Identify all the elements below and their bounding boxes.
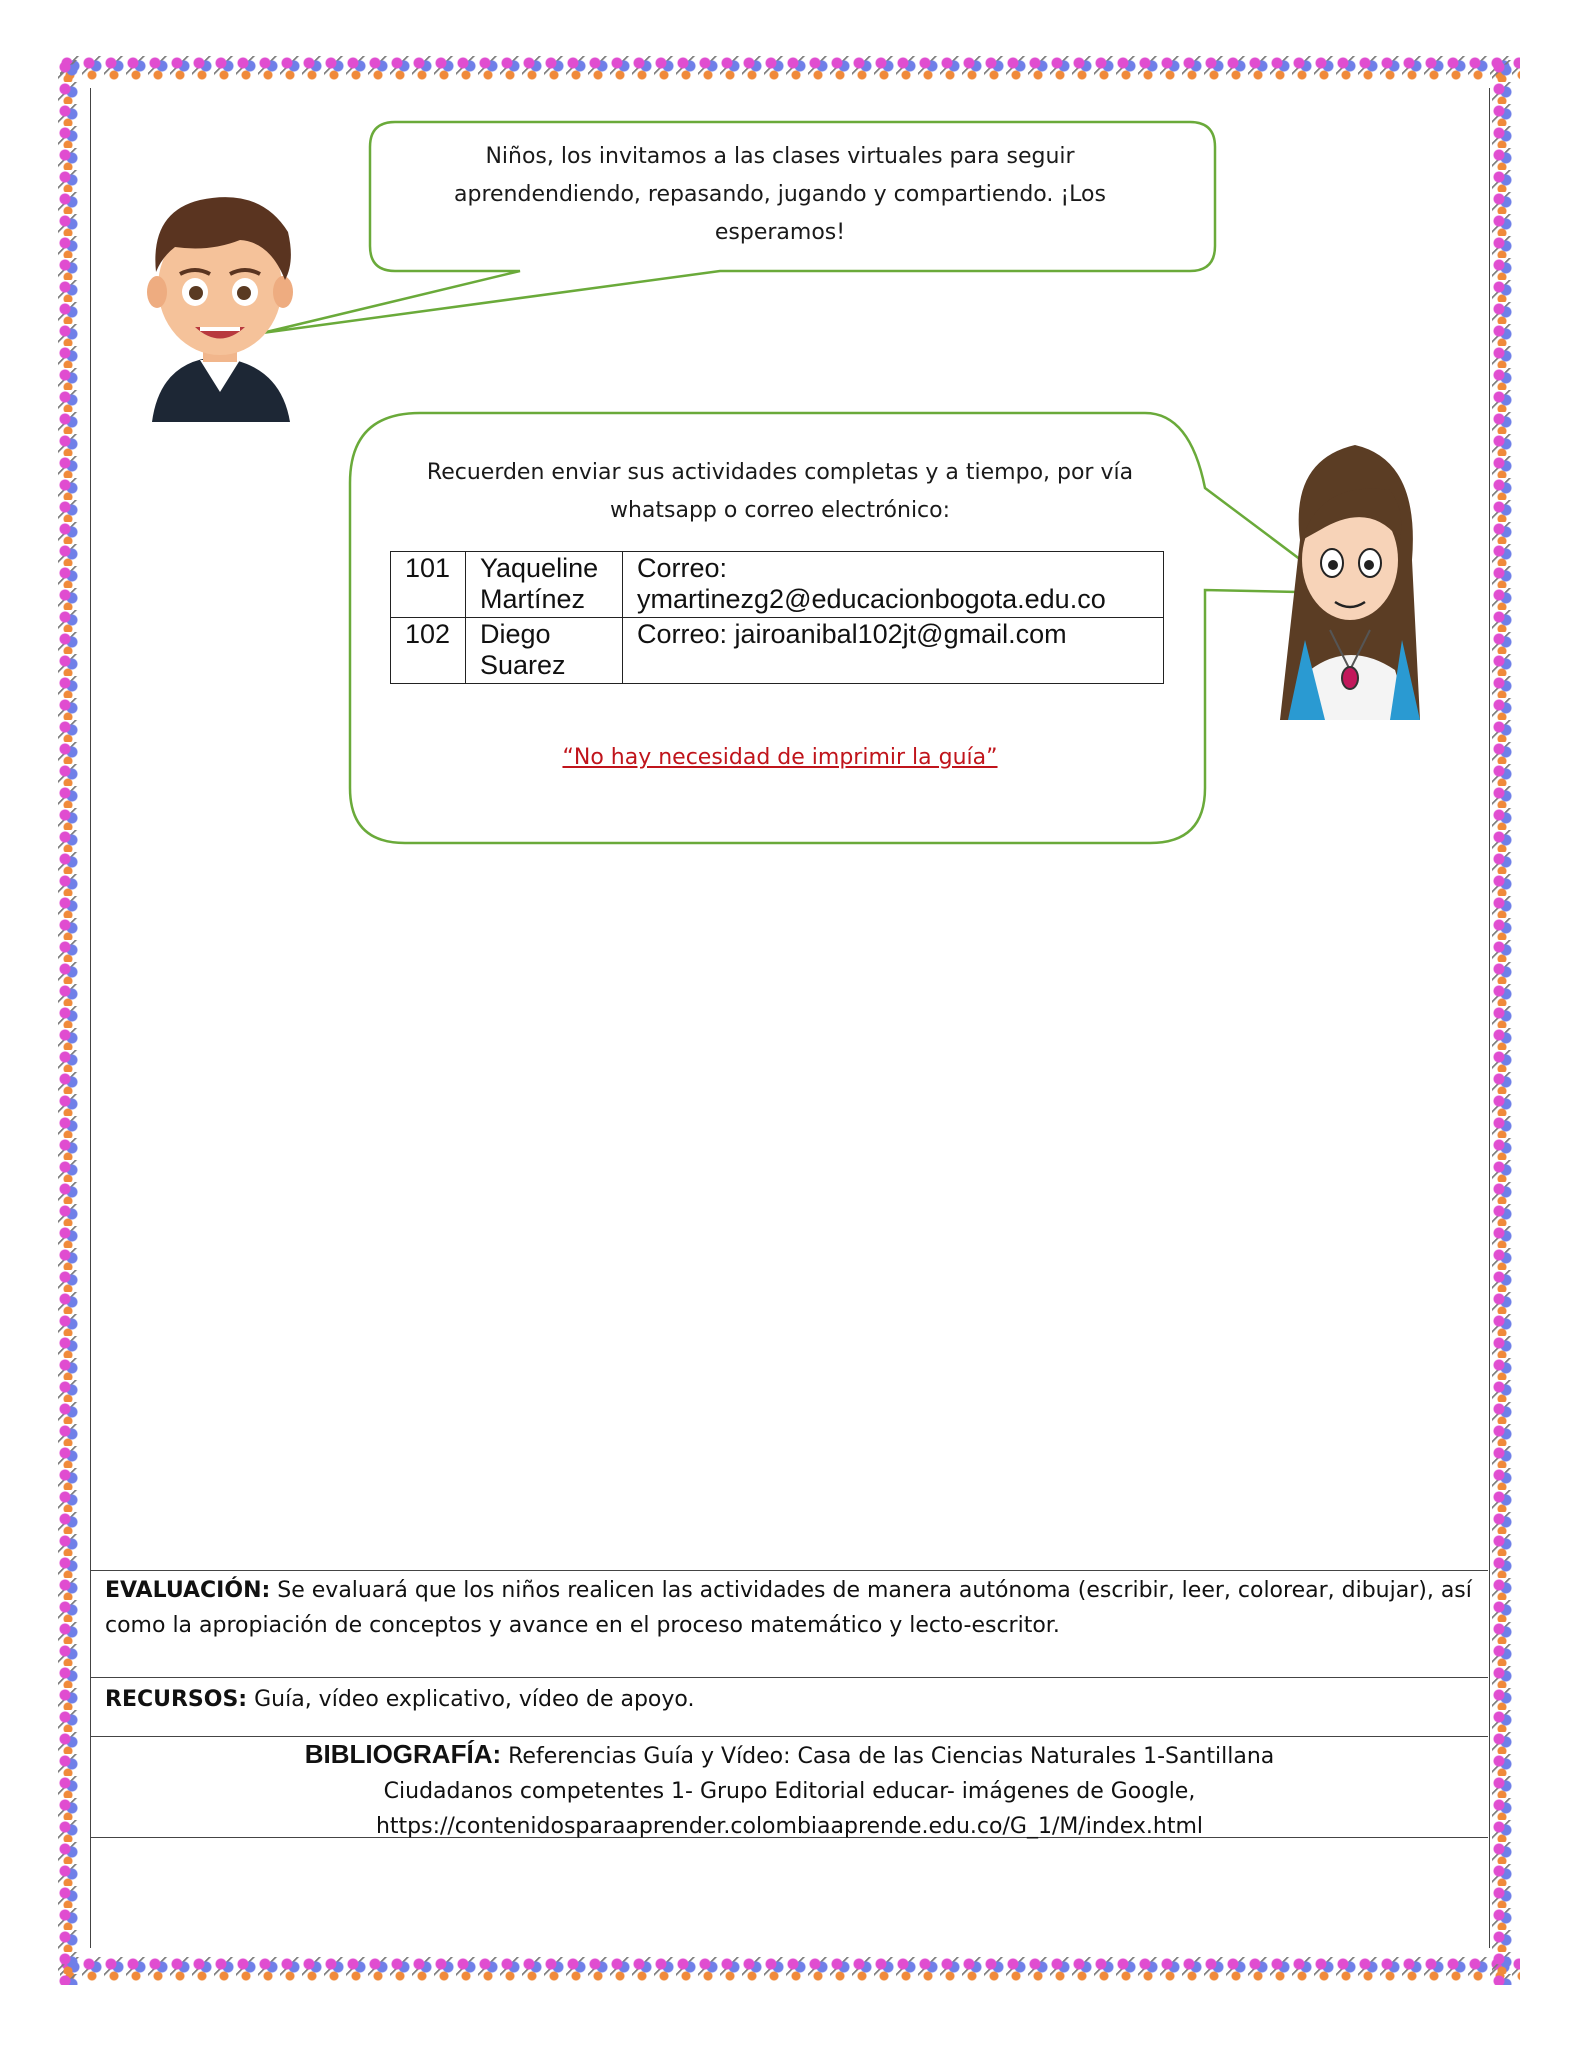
- bibliography-section: [91, 1736, 1488, 1838]
- resources-text: Guía, vídeo explicativo, vídeo de apoyo.: [254, 1687, 695, 1712]
- teacher-name: Yaqueline Martínez: [466, 552, 623, 618]
- boy-avatar: [147, 197, 293, 422]
- bibliography-line-2: Ciudadanos competentes 1- Grupo Editorial educar- imágenes de Google,: [383, 1779, 1196, 1804]
- evaluation-section: [91, 1570, 1488, 1677]
- group-number: 101: [391, 552, 466, 618]
- teacher-email: Correo: jairoanibal102jt@gmail.com: [623, 618, 1164, 684]
- contacts-table: [390, 551, 1164, 684]
- evaluation-text: Se evaluará que los niños realicen las actividades de manera autónoma (escribir, leer, colorear, dibujar), así como la apropiación de conceptos y avance en el proceso matemático y lecto-escritor.: [105, 1578, 1472, 1638]
- teacher-name: Diego Suarez: [466, 618, 623, 684]
- girl-avatar: [1280, 445, 1420, 720]
- teacher-email: Correo: ymartinezg2@educacionbogota.edu.co: [623, 552, 1164, 618]
- table-row: [391, 618, 1164, 684]
- resources-section: [91, 1677, 1488, 1736]
- resources-label: RECURSOS:: [105, 1687, 248, 1712]
- bibliography-label: BIBLIOGRAFÍA:: [304, 1739, 502, 1769]
- no-print-note: “No hay necesidad de imprimir la guía”: [562, 745, 998, 770]
- balloon-border-bottom: [60, 1957, 1520, 1987]
- invitation-text: Niños, los invitamos a las clases virtuales para seguir aprendendiendo, repasando, jugando y compartiendo. ¡Los esperamos!: [454, 144, 1106, 245]
- table-row: [391, 552, 1164, 618]
- bibliography-url: https://contenidosparaaprender.colombiaaprende.edu.co/G_1/M/index.html: [375, 1814, 1204, 1839]
- group-number: 102: [391, 618, 466, 684]
- evaluation-label: EVALUACIÓN:: [105, 1578, 271, 1603]
- reminder-text: Recuerden enviar sus actividades completas y a tiempo, por vía whatsapp o correo electrónico:: [426, 460, 1134, 523]
- bibliography-line-1: Referencias Guía y Vídeo: Casa de las Ciencias Naturales 1-Santillana: [508, 1744, 1275, 1769]
- footer-table: [91, 1570, 1488, 1838]
